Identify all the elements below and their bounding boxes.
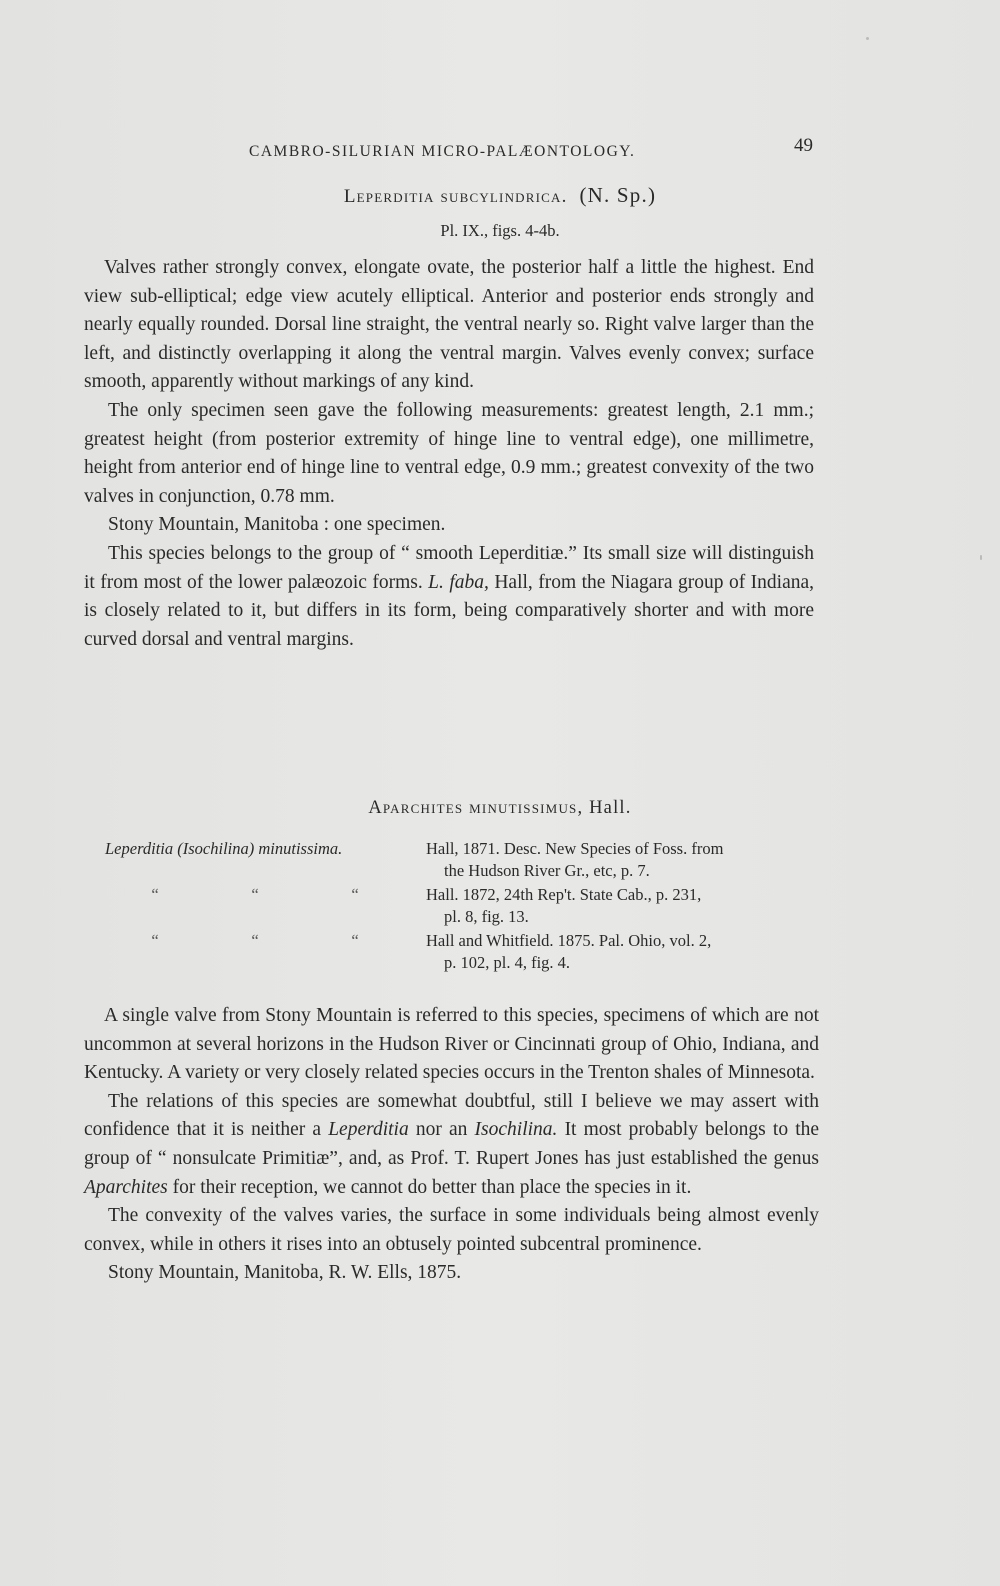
synonymy-entry xyxy=(105,930,825,973)
plate-reference: Pl. IX., figs. 4-4b. xyxy=(440,221,560,240)
paragraph: Valves rather strongly convex, elongate ovate, the posterior half a little the highest. End view sub-elliptical; edge view acutely elliptical. Anterior and posterior ends strongly and nearly equally rounded. Dorsal line straight, the ventral nearly so. Right valve larger than the left, and distinctly overlapping it along the ventral margin. Valves evenly convex; surface smooth, apparently without markings of any kind. xyxy=(84,257,814,393)
species-title-leperditia xyxy=(0,183,1000,208)
page-number: 49 xyxy=(794,135,813,156)
text-run: It most probably belongs to the group of “ nonsulcate Primitiæ”, and, as Prof. T. Rupert Jones has just established the genus xyxy=(84,1119,820,1169)
species-name: Leperditia subcylindrica. xyxy=(343,186,568,207)
paragraph: A single valve from Stony Mountain is referred to this species, specimens of which are not uncommon at several horizons in the Hudson River or Cincinnati group of Ohio, Indiana, and Kentucky. A variety or very closely related species occurs in the Trenton shales of Minnesota. xyxy=(84,1005,819,1084)
synonymy-entry xyxy=(105,838,825,881)
text-run: Hall, from the Niagara group of Indiana, is closely related to it, but differs in its form, being comparatively shorter and with more curved dorsal and ventral margins. xyxy=(84,571,815,650)
citation: Hall. 1872, 24th Rep't. State Cab., p. 231, xyxy=(426,885,702,904)
paragraph: Stony Mountain, Manitoba, R. W. Ells, 1875. xyxy=(108,1262,462,1284)
text-run: The relations of this species are somewhat doubtful, still I believe we may assert with confidence that it is neither a xyxy=(84,1090,819,1141)
species-status: (N. Sp.) xyxy=(579,183,657,207)
paper-speck xyxy=(866,37,869,40)
italic-run: Aparchites xyxy=(84,1176,168,1198)
species-author: Hall. xyxy=(589,798,632,818)
synonymy-list xyxy=(105,838,825,976)
citation-continued: pl. 8, fig. 13. xyxy=(444,906,529,926)
paragraph: The convexity of the valves varies, the surface in some individuals being almost evenly convex, while in others it rises into an obtusely pointed subcentral prominence. xyxy=(84,1205,819,1255)
citation-continued: p. 102, pl. 4, fig. 4. xyxy=(444,952,571,972)
text-run: This species belongs to the group of “ smooth Leperditiæ.” Its small size will distinguish it from most of the lower palæozoic forms. xyxy=(84,542,814,593)
paragraph xyxy=(84,1088,819,1202)
ditto-marks: “ “ “ xyxy=(151,931,359,950)
italic-run: L. faba, xyxy=(428,571,489,593)
text-run: nor an xyxy=(415,1119,468,1141)
citation-continued: the Hudson River Gr., etc, p. 7. xyxy=(444,860,650,880)
leperditia-description xyxy=(84,254,814,654)
paragraph: The only specimen seen gave the following measurements: greatest length, 2.1 mm.; greatest height (from posterior extremity of hinge line to ventral edge), one millimetre, height from anterior end of hinge line to ventral edge, 0.9 mm.; greatest convexity of the two valves in conjunction, 0.78 mm. xyxy=(84,399,814,507)
ditto-marks: “ “ “ xyxy=(151,885,359,904)
aparchites-description xyxy=(84,1002,819,1288)
paragraph: Stony Mountain, Manitoba : one specimen. xyxy=(108,514,446,536)
species-title-aparchites xyxy=(0,798,1000,819)
citation: Hall, 1871. Desc. New Species of Foss. from xyxy=(426,839,724,858)
italic-run: Isochilina. xyxy=(474,1119,558,1141)
species-name: Aparchites minutissimus, xyxy=(368,798,584,818)
paper-speck xyxy=(980,555,982,560)
synonymy-entry xyxy=(105,884,825,927)
synonym-name: Leperditia (Isochilina) minutissima. xyxy=(105,839,343,858)
running-title: CAMBRO-SILURIAN MICRO-PALÆONTOLOGY. xyxy=(249,143,636,160)
paragraph xyxy=(84,540,814,654)
italic-run: Leperditia xyxy=(328,1119,409,1141)
citation: Hall and Whitfield. 1875. Pal. Ohio, vol. 2, xyxy=(426,931,712,950)
text-run: for their reception, we cannot do better than place the species in it. xyxy=(172,1176,692,1198)
